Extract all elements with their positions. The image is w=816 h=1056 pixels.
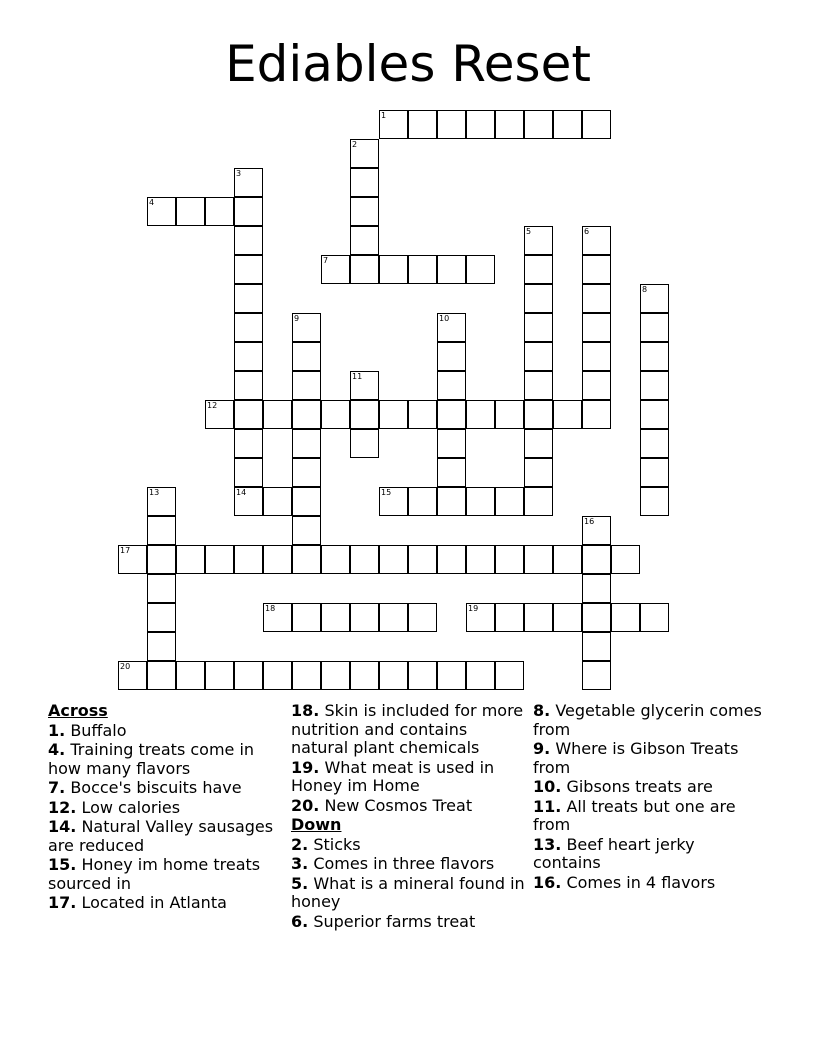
grid-cell[interactable]	[582, 342, 611, 371]
grid-cell[interactable]	[234, 400, 263, 429]
grid-cell[interactable]	[466, 487, 495, 516]
grid-cell[interactable]	[118, 545, 147, 574]
grid-cell[interactable]	[379, 255, 408, 284]
grid-cell[interactable]	[582, 255, 611, 284]
clue-item-text: New Cosmos Treat	[324, 795, 473, 815]
grid-cell[interactable]	[437, 255, 466, 284]
grid-cell[interactable]	[611, 545, 640, 574]
clue-number: 19	[468, 604, 479, 613]
grid-cell[interactable]	[292, 661, 321, 690]
clue-number: 7	[323, 256, 329, 265]
grid-cell[interactable]	[234, 284, 263, 313]
grid-cell[interactable]	[147, 197, 176, 226]
grid-cell[interactable]	[437, 313, 466, 342]
grid-cell[interactable]	[408, 400, 437, 429]
clue-item	[48, 741, 283, 778]
grid-cell[interactable]	[640, 458, 669, 487]
grid-cell[interactable]	[495, 110, 524, 139]
clue-item-number: 20.	[291, 795, 320, 815]
grid-cell[interactable]	[321, 400, 350, 429]
grid-cell[interactable]	[582, 516, 611, 545]
grid-cell[interactable]	[350, 371, 379, 400]
grid-cell[interactable]	[437, 342, 466, 371]
clue-number: 13	[149, 488, 160, 497]
clue-item-text: What is a mineral found in honey	[291, 873, 525, 911]
grid-cell[interactable]	[205, 661, 234, 690]
grid-cell[interactable]	[205, 197, 234, 226]
clue-item	[48, 799, 283, 818]
grid-cell[interactable]	[437, 429, 466, 458]
grid-cell[interactable]	[466, 400, 495, 429]
grid-cell[interactable]	[437, 400, 466, 429]
grid-cell[interactable]	[205, 545, 234, 574]
grid-cell[interactable]	[495, 661, 524, 690]
grid-cell[interactable]	[524, 226, 553, 255]
grid-cell[interactable]	[321, 603, 350, 632]
clue-item	[533, 702, 763, 739]
grid-cell[interactable]	[437, 371, 466, 400]
grid-cell[interactable]	[553, 545, 582, 574]
grid-cell[interactable]	[408, 545, 437, 574]
clue-item-number: 2.	[291, 834, 309, 854]
grid-cell[interactable]	[640, 313, 669, 342]
grid-cell[interactable]	[263, 487, 292, 516]
clue-item-number: 19.	[291, 757, 320, 777]
grid-cell[interactable]	[350, 603, 379, 632]
grid-cell[interactable]	[292, 371, 321, 400]
grid-cell[interactable]	[205, 400, 234, 429]
clue-item	[533, 836, 763, 873]
grid-cell[interactable]	[582, 574, 611, 603]
grid-cell[interactable]	[147, 516, 176, 545]
clue-number: 20	[120, 662, 131, 671]
clue-number: 6	[584, 227, 590, 236]
grid-cell[interactable]	[524, 371, 553, 400]
clue-item-text: Vegetable glycerin comes from	[533, 701, 762, 739]
clue-number: 2	[352, 140, 358, 149]
clue-section-heading: Down	[291, 815, 342, 834]
grid-cell[interactable]	[234, 429, 263, 458]
grid-cell[interactable]	[437, 661, 466, 690]
clue-item	[291, 797, 529, 816]
clue-item-text: Buffalo	[70, 720, 127, 740]
grid-cell[interactable]	[234, 168, 263, 197]
grid-cell[interactable]	[408, 110, 437, 139]
grid-cell[interactable]	[350, 545, 379, 574]
clue-number: 16	[584, 517, 595, 526]
grid-cell[interactable]	[495, 545, 524, 574]
clue-item-text: Low calories	[81, 797, 181, 817]
grid-cell[interactable]	[234, 197, 263, 226]
grid-cell[interactable]	[350, 429, 379, 458]
grid-cell[interactable]	[437, 458, 466, 487]
grid-cell[interactable]	[321, 661, 350, 690]
clue-item	[533, 740, 763, 777]
clue-item-number: 4.	[48, 740, 66, 759]
clue-item-number: 5.	[291, 873, 309, 893]
clue-item-text: Comes in three flavors	[313, 854, 495, 873]
clue-number: 12	[207, 401, 218, 410]
grid-cell[interactable]	[176, 197, 205, 226]
clue-column-2	[291, 702, 529, 932]
grid-cell[interactable]	[234, 342, 263, 371]
grid-cell[interactable]	[118, 661, 147, 690]
clue-item-text: All treats but one are from	[533, 796, 736, 834]
grid-cell[interactable]	[234, 371, 263, 400]
clue-item	[291, 836, 529, 855]
clue-item-text: Skin is included for more nutrition and contains natural plant chemicals	[291, 701, 524, 757]
grid-cell[interactable]	[524, 400, 553, 429]
grid-cell[interactable]	[176, 545, 205, 574]
grid-cell[interactable]	[524, 284, 553, 313]
clue-item-number: 1.	[48, 720, 66, 740]
grid-cell[interactable]	[321, 255, 350, 284]
grid-cell[interactable]	[466, 603, 495, 632]
grid-cell[interactable]	[582, 371, 611, 400]
grid-cell[interactable]	[640, 487, 669, 516]
clue-item-number: 7.	[48, 778, 66, 797]
grid-cell[interactable]	[582, 313, 611, 342]
clue-item	[291, 759, 529, 796]
grid-cell[interactable]	[582, 661, 611, 690]
grid-cell[interactable]	[582, 110, 611, 139]
grid-cell[interactable]	[292, 429, 321, 458]
grid-cell[interactable]	[379, 487, 408, 516]
clue-item-text: Where is Gibson Treats from	[533, 739, 739, 777]
grid-cell[interactable]	[350, 226, 379, 255]
grid-cell[interactable]	[495, 400, 524, 429]
grid-cell[interactable]	[524, 110, 553, 139]
clue-item-text: Sticks	[313, 834, 361, 854]
grid-cell[interactable]	[524, 313, 553, 342]
clue-item	[48, 779, 283, 798]
clue-item	[291, 913, 529, 932]
grid-cell[interactable]	[582, 400, 611, 429]
grid-cell[interactable]	[611, 603, 640, 632]
clue-number: 14	[236, 488, 247, 497]
clue-item-number: 9.	[533, 739, 551, 758]
grid-cell[interactable]	[147, 661, 176, 690]
clue-number: 9	[294, 314, 300, 323]
grid-cell[interactable]	[292, 313, 321, 342]
grid-cell[interactable]	[147, 632, 176, 661]
clue-item-text: Training treats come in how many flavors	[48, 740, 255, 778]
grid-cell[interactable]	[640, 371, 669, 400]
grid-cell[interactable]	[524, 603, 553, 632]
grid-cell[interactable]	[466, 545, 495, 574]
grid-cell[interactable]	[292, 603, 321, 632]
grid-cell[interactable]	[640, 342, 669, 371]
grid-cell[interactable]	[408, 603, 437, 632]
clue-item-number: 17.	[48, 893, 77, 912]
grid-cell[interactable]	[553, 400, 582, 429]
grid-cell[interactable]	[292, 342, 321, 371]
grid-cell[interactable]	[640, 284, 669, 313]
clue-item	[291, 855, 529, 874]
clue-item-number: 14.	[48, 817, 77, 836]
grid-cell[interactable]	[350, 197, 379, 226]
grid-cell[interactable]	[524, 458, 553, 487]
grid-cell[interactable]	[640, 429, 669, 458]
clue-item-number: 13.	[533, 834, 562, 854]
clue-number: 5	[526, 227, 532, 236]
clue-number: 1	[381, 111, 387, 120]
clue-item-number: 15.	[48, 855, 77, 874]
grid-cell[interactable]	[524, 429, 553, 458]
clue-number: 15	[381, 488, 392, 497]
grid-cell[interactable]	[524, 487, 553, 516]
clue-item-text: Gibsons treats are	[566, 777, 713, 796]
grid-cell[interactable]	[495, 487, 524, 516]
grid-cell[interactable]	[582, 284, 611, 313]
grid-cell[interactable]	[466, 661, 495, 690]
grid-cell[interactable]	[437, 545, 466, 574]
clue-number: 10	[439, 314, 450, 323]
grid-cell[interactable]	[292, 545, 321, 574]
clue-item-text: What meat is used in Honey im Home	[291, 757, 495, 795]
grid-cell[interactable]	[292, 487, 321, 516]
puzzle-title: Ediables Reset	[225, 35, 591, 93]
grid-cell[interactable]	[466, 255, 495, 284]
clue-item	[48, 818, 283, 855]
grid-cell[interactable]	[495, 603, 524, 632]
clue-item-number: 3.	[291, 854, 309, 873]
grid-cell[interactable]	[524, 545, 553, 574]
clue-item-number: 12.	[48, 797, 77, 817]
grid-cell[interactable]	[147, 603, 176, 632]
clue-number: 18	[265, 604, 276, 613]
grid-cell[interactable]	[553, 603, 582, 632]
clue-item-number: 6.	[291, 911, 309, 931]
grid-cell[interactable]	[234, 545, 263, 574]
grid-cell[interactable]	[437, 110, 466, 139]
clue-item-text: Located in Atlanta	[81, 893, 227, 912]
clue-item-number: 18.	[291, 701, 320, 720]
grid-cell[interactable]	[408, 255, 437, 284]
grid-cell[interactable]	[292, 458, 321, 487]
grid-cell[interactable]	[234, 313, 263, 342]
grid-cell[interactable]	[350, 168, 379, 197]
grid-cell[interactable]	[350, 400, 379, 429]
grid-cell[interactable]	[234, 255, 263, 284]
clue-column-1	[48, 702, 283, 914]
grid-cell[interactable]	[263, 661, 292, 690]
grid-cell[interactable]	[379, 110, 408, 139]
grid-cell[interactable]	[350, 139, 379, 168]
grid-cell[interactable]	[379, 661, 408, 690]
grid-cell[interactable]	[234, 226, 263, 255]
grid-cell[interactable]	[350, 661, 379, 690]
grid-cell[interactable]	[582, 545, 611, 574]
clue-item-text: Bocce's biscuits have	[70, 778, 242, 797]
clue-item	[533, 798, 763, 835]
grid-cell[interactable]	[234, 661, 263, 690]
grid-cell[interactable]	[147, 545, 176, 574]
clue-item-text: Comes in 4 flavors	[566, 872, 716, 892]
grid-cell[interactable]	[582, 632, 611, 661]
grid-cell[interactable]	[379, 603, 408, 632]
grid-cell[interactable]	[640, 603, 669, 632]
grid-cell[interactable]	[582, 603, 611, 632]
grid-cell[interactable]	[408, 661, 437, 690]
grid-cell[interactable]	[263, 545, 292, 574]
grid-cell[interactable]	[321, 545, 350, 574]
grid-cell[interactable]	[379, 545, 408, 574]
clue-item	[48, 856, 283, 893]
grid-cell[interactable]	[176, 661, 205, 690]
grid-cell[interactable]	[263, 603, 292, 632]
clue-item-number: 11.	[533, 796, 562, 816]
grid-cell[interactable]	[466, 110, 495, 139]
grid-cell[interactable]	[350, 255, 379, 284]
clue-item	[291, 702, 529, 758]
grid-cell[interactable]	[379, 400, 408, 429]
grid-cell[interactable]	[263, 400, 292, 429]
clue-item-number: 8.	[533, 701, 551, 720]
grid-cell[interactable]	[292, 400, 321, 429]
grid-cell[interactable]	[147, 574, 176, 603]
clue-number: 8	[642, 285, 648, 294]
grid-cell[interactable]	[292, 516, 321, 545]
grid-cell[interactable]	[437, 487, 466, 516]
grid-cell[interactable]	[234, 487, 263, 516]
clue-number: 3	[236, 169, 242, 178]
clue-item	[291, 875, 529, 912]
clue-section-heading: Across	[48, 701, 108, 720]
clue-item-number: 16.	[533, 872, 562, 892]
clue-item-text: Superior farms treat	[313, 911, 476, 931]
grid-cell[interactable]	[147, 487, 176, 516]
clue-item	[533, 874, 763, 893]
clue-item-number: 10.	[533, 777, 562, 796]
clue-item-text: Beef heart jerky contains	[533, 834, 695, 872]
grid-cell[interactable]	[408, 487, 437, 516]
clue-number: 4	[149, 198, 155, 207]
clue-column-3	[533, 702, 763, 893]
grid-cell[interactable]	[524, 255, 553, 284]
grid-cell[interactable]	[582, 226, 611, 255]
grid-cell[interactable]	[234, 458, 263, 487]
clue-item	[48, 894, 283, 913]
grid-cell[interactable]	[640, 400, 669, 429]
clue-item-text: Honey im home treats sourced in	[48, 855, 261, 893]
clue-number: 11	[352, 372, 363, 381]
grid-cell[interactable]	[553, 110, 582, 139]
clue-number: 17	[120, 546, 131, 555]
clue-item-text: Natural Valley sausages are reduced	[48, 817, 274, 855]
clue-item	[533, 778, 763, 797]
clue-item	[48, 722, 283, 741]
grid-cell[interactable]	[524, 342, 553, 371]
